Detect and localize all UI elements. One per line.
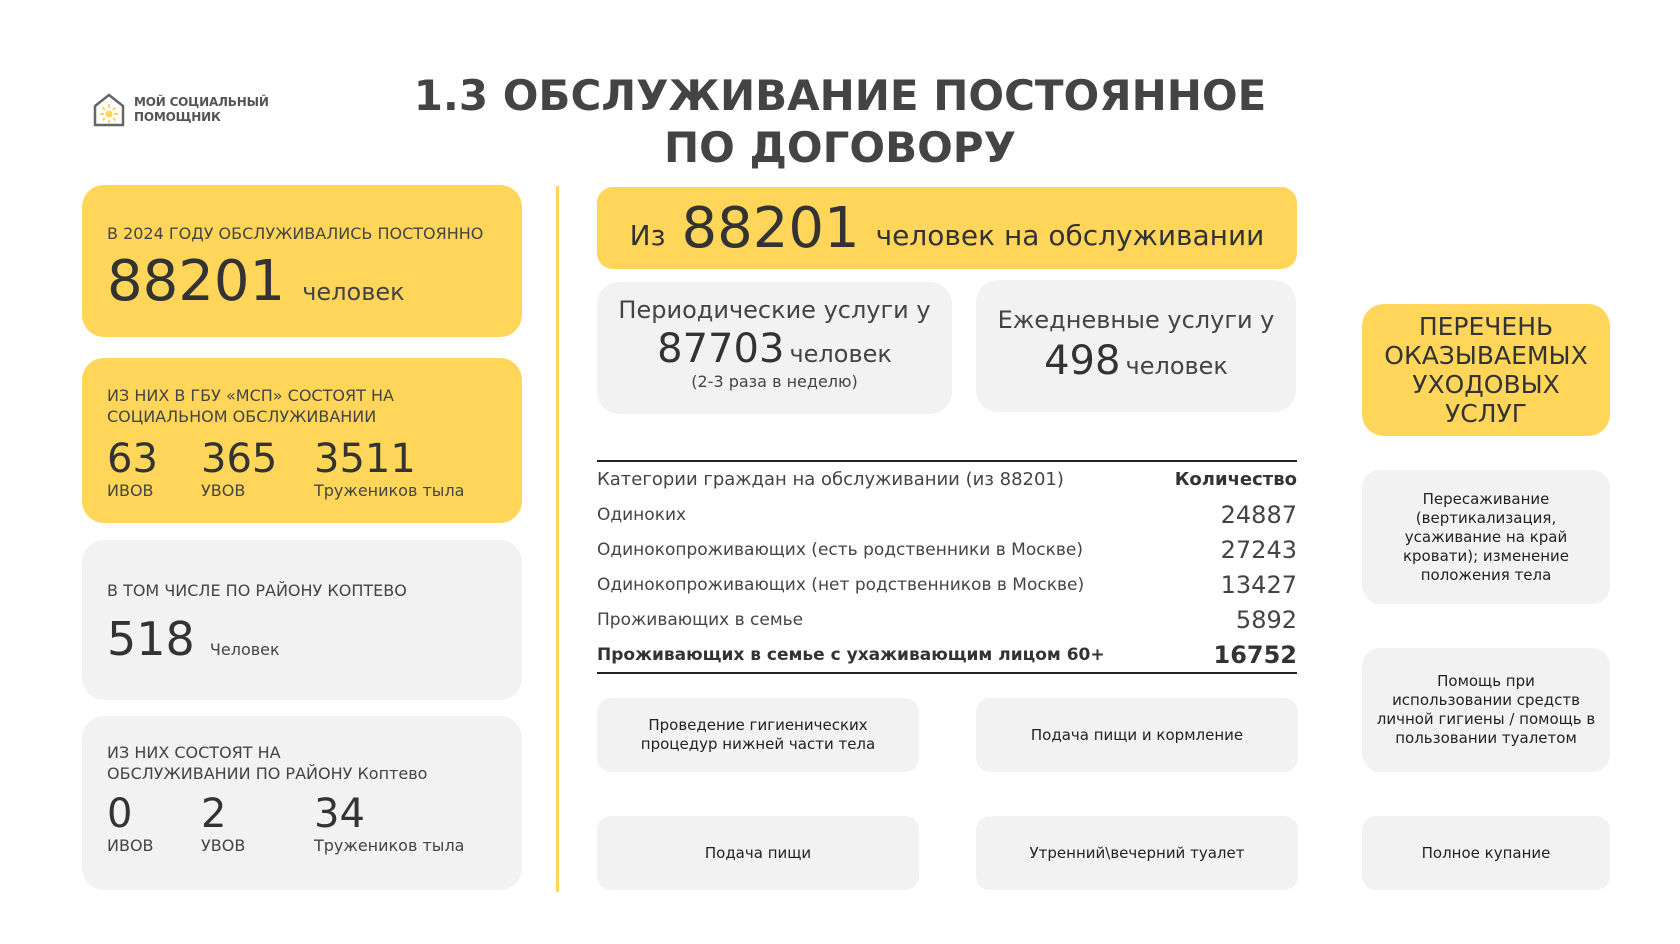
table-row [597,602,1297,637]
daily-value: 498 [1044,338,1121,384]
banner-value: 88201 [681,195,860,261]
periodic-unit: человек [789,340,892,368]
logo [92,90,282,130]
row-value: 16752 [1161,637,1297,673]
column-divider [556,186,559,892]
row-value: 27243 [1220,535,1297,564]
stat-uvov [201,437,314,500]
koptevo-stat-ivov-value: 0 [107,791,133,837]
table-header-row [597,461,1297,497]
koptevo-unit: Человек [209,640,280,659]
daily-services-card [976,280,1296,412]
service-transfer-positioning: Пересаживание (вертикализация, усаживание на край кровати); изменение положения тела [1362,470,1610,604]
koptevo-stat-ivov [107,792,201,855]
logo-line1: МОЙ СОЦИАЛЬНЫЙ [134,95,269,109]
logo-text [134,95,269,125]
row-label: Проживающих в семье с ухаживающим лицом 60+ [597,637,1161,673]
koptevo-stat-uvov-value: 2 [201,791,227,837]
koptevo-vet-caption-line2: ОБСЛУЖИВАНИИ ПО РАЙОНУ Коптево [107,764,428,783]
table-row [597,497,1297,532]
stat-home-front [314,437,464,500]
total-served-caption: В 2024 ГОДУ ОБСЛУЖИВАЛИСЬ ПОСТОЯННО [107,224,484,243]
table-row [597,532,1297,567]
care-services-header: ПЕРЕЧЕНЬ ОКАЗЫВАЕМЫХ УХОДОВЫХ УСЛУГ [1362,304,1610,436]
stat-uvov-label: УВОВ [201,481,246,500]
row-label: Одиноких [597,504,687,525]
total-served-value: 88201 [107,249,286,314]
koptevo-stat-uvov-label: УВОВ [201,836,246,855]
daily-title: Ежедневные услуги у [997,306,1275,334]
periodic-note: (2-3 раза в неделю) [691,372,858,391]
gbu-msp-caption-line2: СОЦИАЛЬНОМ ОБСЛУЖИВАНИИ [107,407,377,426]
koptevo-caption: В ТОМ ЧИСЛЕ ПО РАЙОНУ КОПТЕВО [107,581,407,600]
service-food-delivery: Подача пищи [597,816,919,890]
koptevo-stat-home-front [314,792,464,855]
koptevo-stat-uvov [201,792,314,855]
gbu-msp-card [82,358,522,523]
total-served-card [82,185,522,337]
stat-uvov-value: 365 [201,436,278,482]
categories-table [597,460,1297,674]
logo-line2: ПОМОЩНИК [134,110,221,124]
service-hygiene-toilet-help: Помощь при использовании средств личной гигиены / помощь в пользовании туалетом [1362,648,1610,772]
table-header-value: Количество [1161,461,1297,497]
service-morning-evening-toilet: Утренний\вечерний туалет [976,816,1298,890]
koptevo-value: 518 [107,612,195,666]
total-served-unit: человек [302,278,405,306]
stat-ivov-value: 63 [107,436,158,482]
koptevo-stat-ivov-label: ИВОВ [107,836,154,855]
table-header-label: Категории граждан на обслуживании (из 88201) [597,461,1161,497]
banner-prefix: Из [629,218,666,252]
service-feeding: Подача пищи и кормление [976,698,1298,772]
periodic-services-card [597,282,952,414]
koptevo-stat-home-front-value: 34 [314,791,365,837]
stat-ivov-label: ИВОВ [107,481,154,500]
banner-suffix: человек на обслуживании [875,218,1265,252]
row-value: 24887 [1220,500,1297,529]
stat-home-front-value: 3511 [314,436,416,482]
service-hygiene-lower: Проведение гигиенических процедур нижней части тела [597,698,919,772]
row-value: 13427 [1220,570,1297,599]
categories-table-wrap [597,460,1297,674]
koptevo-veterans-card [82,716,522,890]
daily-unit: человек [1125,352,1228,380]
total-banner [597,187,1297,269]
table-row [597,567,1297,602]
koptevo-card [82,540,522,700]
service-full-bathing: Полное купание [1362,816,1610,890]
row-label: Проживающих в семье [597,609,804,630]
periodic-title: Периодические услуги у [618,296,931,324]
periodic-value: 87703 [657,326,785,372]
gbu-msp-caption-line1: ИЗ НИХ В ГБУ «МСП» СОСТОЯТ НА [107,386,394,405]
row-label: Одинокопроживающих (есть родственники в Москве) [597,539,1083,560]
row-label: Одинокопроживающих (нет родственников в Москве) [597,574,1085,595]
house-sun-icon [92,92,126,128]
koptevo-vet-caption-line1: ИЗ НИХ СОСТОЯТ НА [107,743,281,762]
page-title: 1.3 ОБСЛУЖИВАНИЕ ПОСТОЯННОЕ ПО ДОГОВОРУ [413,71,1267,172]
stat-home-front-label: Тружеников тыла [314,481,465,500]
stat-ivov [107,437,201,500]
row-value: 5892 [1235,605,1297,634]
table-row [597,637,1297,673]
koptevo-stat-home-front-label: Тружеников тыла [314,836,465,855]
